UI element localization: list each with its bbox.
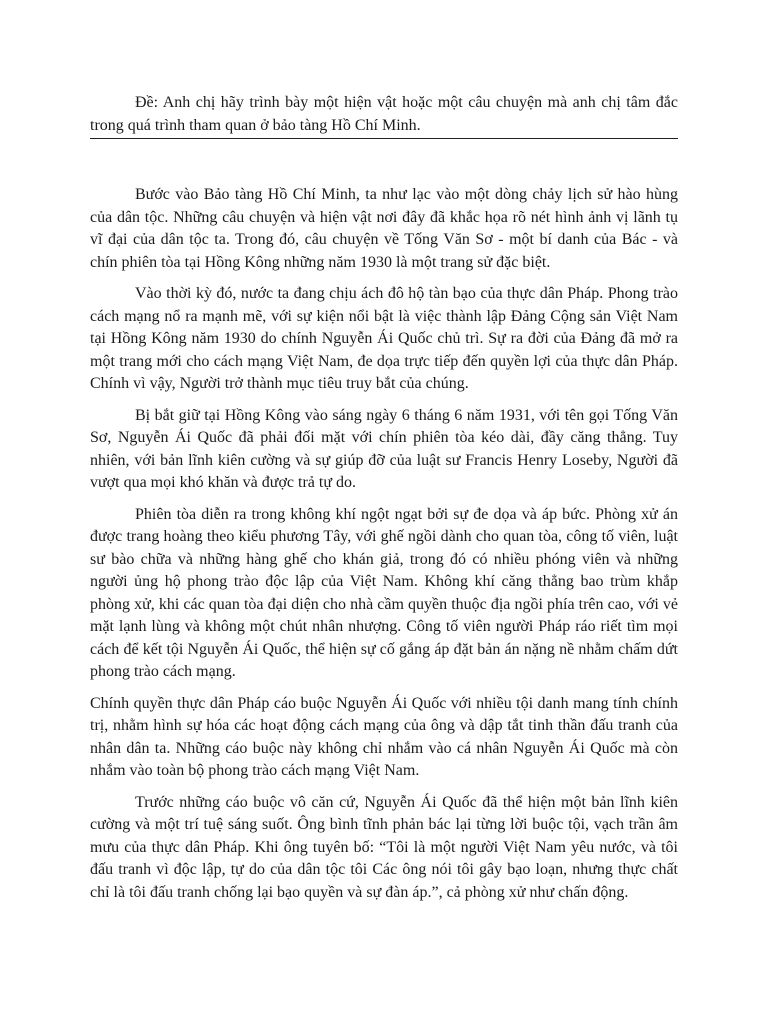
document-content [90, 92, 678, 913]
paragraph-6: Trước những cáo buộc vô căn cứ, Nguyễn Ái Quốc đã thể hiện một bản lĩnh kiên cường và một trí tuệ sáng suốt. Ông bình tĩnh phản bác lại từng lời buộc tội, vạch trần âm mưu của thực dân Pháp. Khi ông tuyên bố: “Tôi là một người Việt Nam yêu nước, và tôi đấu tranh vì độc lập, tự do của dân tộc tôi Các ông nói tôi gây bạo loạn, nhưng thực chất chỉ là tôi đấu tranh chống lại bạo quyền và sự đàn áp.”, cả phòng xử như chấn động. [90, 793, 678, 901]
paragraph-3: Bị bắt giữ tại Hồng Kông vào sáng ngày 6 tháng 6 năm 1931, với tên gọi Tống Văn Sơ, Nguyễn Ái Quốc đã phải đối mặt với chín phiên tòa kéo dài, đầy căng thẳng. Tuy nhiên, với bản lĩnh kiên cường và sự giúp đỡ của luật sư Francis Henry Loseby, Người đã vượt qua mọi khó khăn và được trả tự do. [90, 406, 678, 491]
paragraph-5: Chính quyền thực dân Pháp cáo buộc Nguyễn Ái Quốc với nhiều tội danh mang tính chính trị, nhằm hình sự hóa các hoạt động cách mạng của ông và dập tắt tinh thần đấu tranh của nhân dân ta. Những cáo buộc này không chỉ nhắm vào cá nhân Nguyễn Ái Quốc mà còn nhắm vào toàn bộ phong trào cách mạng Việt Nam. [90, 694, 678, 779]
essay-prompt-heading: Đề: Anh chị hãy trình bày một hiện vật hoặc một câu chuyện mà anh chị tâm đắc trong quá trình tham quan ở bảo tàng Hồ Chí Minh. [90, 92, 678, 139]
paragraph-1: Bước vào Bảo tàng Hồ Chí Minh, ta như lạc vào một dòng chảy lịch sử hào hùng của dân tộc. Những câu chuyện và hiện vật nơi đây đã khắc họa rõ nét hình ảnh vị lãnh tụ vĩ đại của dân tộc ta. Trong đó, câu chuyện về Tống Văn Sơ - một bí danh của Bác - và chín phiên tòa tại Hồng Kông những năm 1930 là một trang sử đặc biệt. [90, 186, 678, 271]
essay-body [90, 184, 678, 904]
paragraph-4: Phiên tòa diễn ra trong không khí ngột ngạt bởi sự đe dọa và áp bức. Phòng xử án được trang hoàng theo kiểu phương Tây, với ghế ngồi dành cho quan tòa, công tố viên, luật sư bào chữa và những hàng ghế cho khán giả, trong đó có nhiều phóng viên và những người ủng hộ phong trào độc lập của Việt Nam. Không khí căng thẳng bao trùm khắp phòng xử, khi các quan tòa đại diện cho nhà cầm quyền thuộc địa ngồi phía trên cao, với vẻ mặt lạnh lùng và không một chút nhân nhượng. Công tố viên người Pháp ráo riết tìm mọi cách để kết tội Nguyễn Ái Quốc, thể hiện sự cố gắng áp đặt bản án nặng nề nhằm chấm dứt phong trào cách mạng. [90, 505, 678, 680]
paragraph-2: Vào thời kỳ đó, nước ta đang chịu ách đô hộ tàn bạo của thực dân Pháp. Phong trào cách mạng nổ ra mạnh mẽ, với sự kiện nổi bật là việc thành lập Đảng Cộng sản Việt Nam tại Hồng Kông năm 1930 do chính Nguyễn Ái Quốc chủ trì. Sự ra đời của Đảng đã mở ra một trang mới cho cách mạng Việt Nam, đe dọa trực tiếp đến quyền lợi của thực dân Pháp. Chính vì vậy, Người trở thành mục tiêu truy bắt của chúng. [90, 285, 678, 392]
